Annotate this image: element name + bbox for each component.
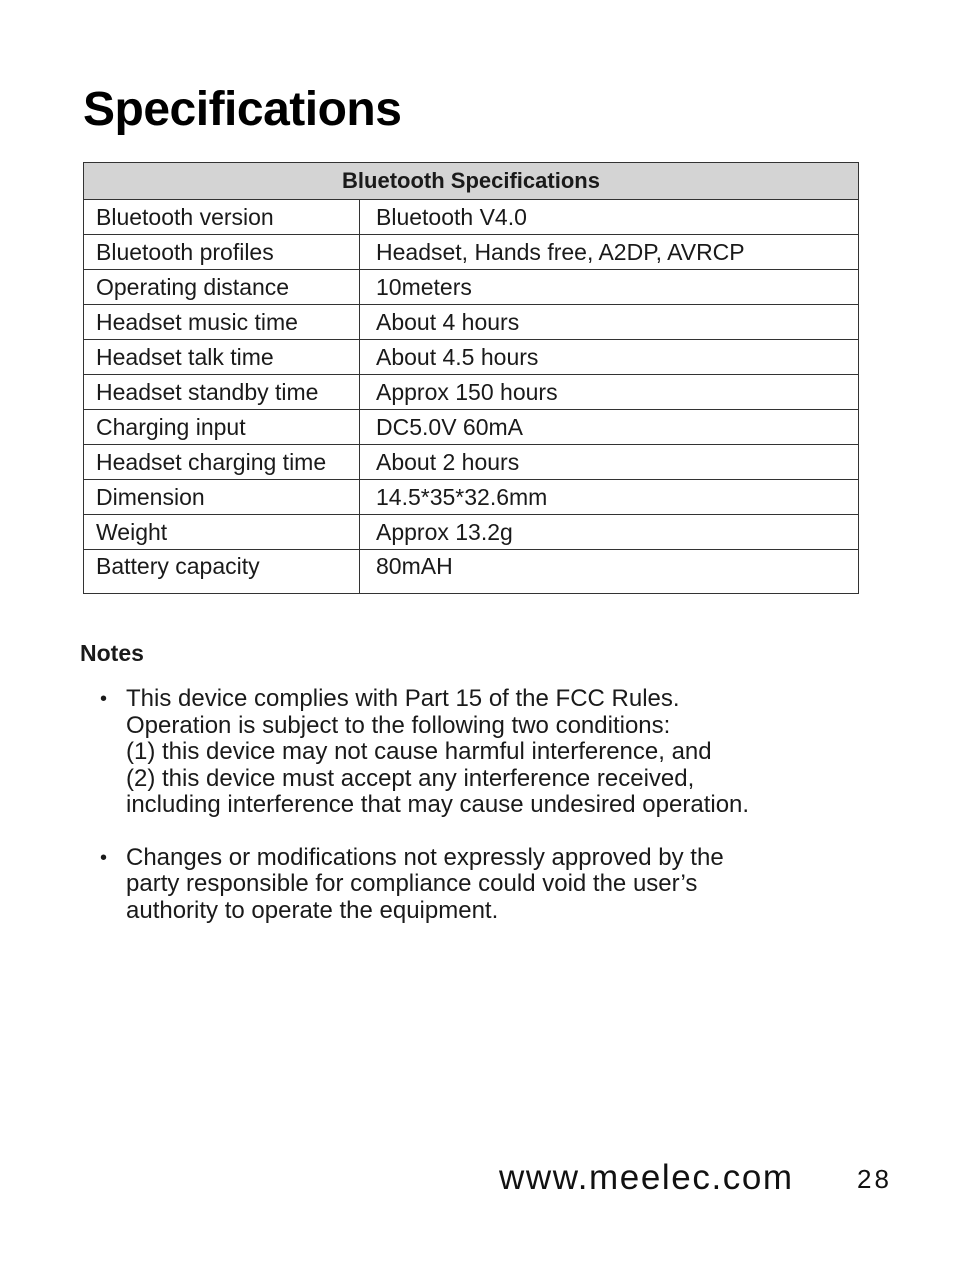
bluetooth-spec-table xyxy=(83,162,859,594)
note-line: (1) this device may not cause harmful interference, and xyxy=(126,738,712,765)
note-line: This device complies with Part 15 of the FCC Rules. xyxy=(126,685,680,712)
table-row xyxy=(84,480,859,515)
note-item xyxy=(100,685,866,819)
spec-label: Headset standby time xyxy=(84,375,360,410)
spec-value: Approx 13.2g xyxy=(360,515,859,550)
notes-heading: Notes xyxy=(80,640,144,666)
spec-label: Headset music time xyxy=(84,305,360,340)
table-row xyxy=(84,200,859,235)
spec-label: Battery capacity xyxy=(84,550,360,594)
note-line: (2) this device must accept any interference received, xyxy=(126,764,695,792)
spec-label: Headset talk time xyxy=(84,340,360,375)
table-row xyxy=(84,410,859,445)
spec-value: Headset, Hands free, A2DP, AVRCP xyxy=(360,235,859,270)
table-row xyxy=(84,305,859,340)
spec-value: Bluetooth V4.0 xyxy=(360,200,859,235)
table-row xyxy=(84,340,859,375)
table-row xyxy=(84,375,859,410)
footer-website-url: www.meelec.com xyxy=(499,1158,794,1197)
table-row xyxy=(84,550,859,594)
note-line: party responsible for compliance could void the user’s xyxy=(126,870,698,897)
spec-value: 14.5*35*32.6mm xyxy=(360,480,859,515)
table-header: Bluetooth Specifications xyxy=(84,163,859,200)
note-line: authority to operate the equipment. xyxy=(126,896,499,924)
page-title: Specifications xyxy=(83,83,402,136)
spec-label: Headset charging time xyxy=(84,445,360,480)
spec-value: DC5.0V 60mA xyxy=(360,410,859,445)
note-item xyxy=(100,843,866,925)
spec-label: Operating distance xyxy=(84,270,360,305)
bullet-icon: • xyxy=(100,688,108,710)
table-row xyxy=(84,445,859,480)
note-line: Operation is subject to the following two conditions: xyxy=(126,711,671,739)
note-line: including interference that may cause undesired operation. xyxy=(126,791,750,818)
bullet-icon: • xyxy=(100,846,108,869)
spec-label: Bluetooth version xyxy=(84,200,360,235)
spec-label: Charging input xyxy=(84,410,360,445)
spec-value: About 2 hours xyxy=(360,445,859,480)
spec-value: 10meters xyxy=(360,270,859,305)
spec-label: Bluetooth profiles xyxy=(84,235,360,270)
spec-value: Approx 150 hours xyxy=(360,375,859,410)
spec-value: About 4 hours xyxy=(360,305,859,340)
notes-list xyxy=(100,685,866,950)
spec-value: About 4.5 hours xyxy=(360,340,859,375)
spec-label: Weight xyxy=(84,515,360,550)
page-number: 28 xyxy=(857,1164,892,1194)
spec-label: Dimension xyxy=(84,480,360,515)
spec-value: 80mAH xyxy=(360,550,859,594)
note-line: Changes or modifications not expressly approved by the xyxy=(126,843,724,871)
table-row xyxy=(84,515,859,550)
table-header-row xyxy=(84,163,859,200)
table-row xyxy=(84,235,859,270)
table-row xyxy=(84,270,859,305)
